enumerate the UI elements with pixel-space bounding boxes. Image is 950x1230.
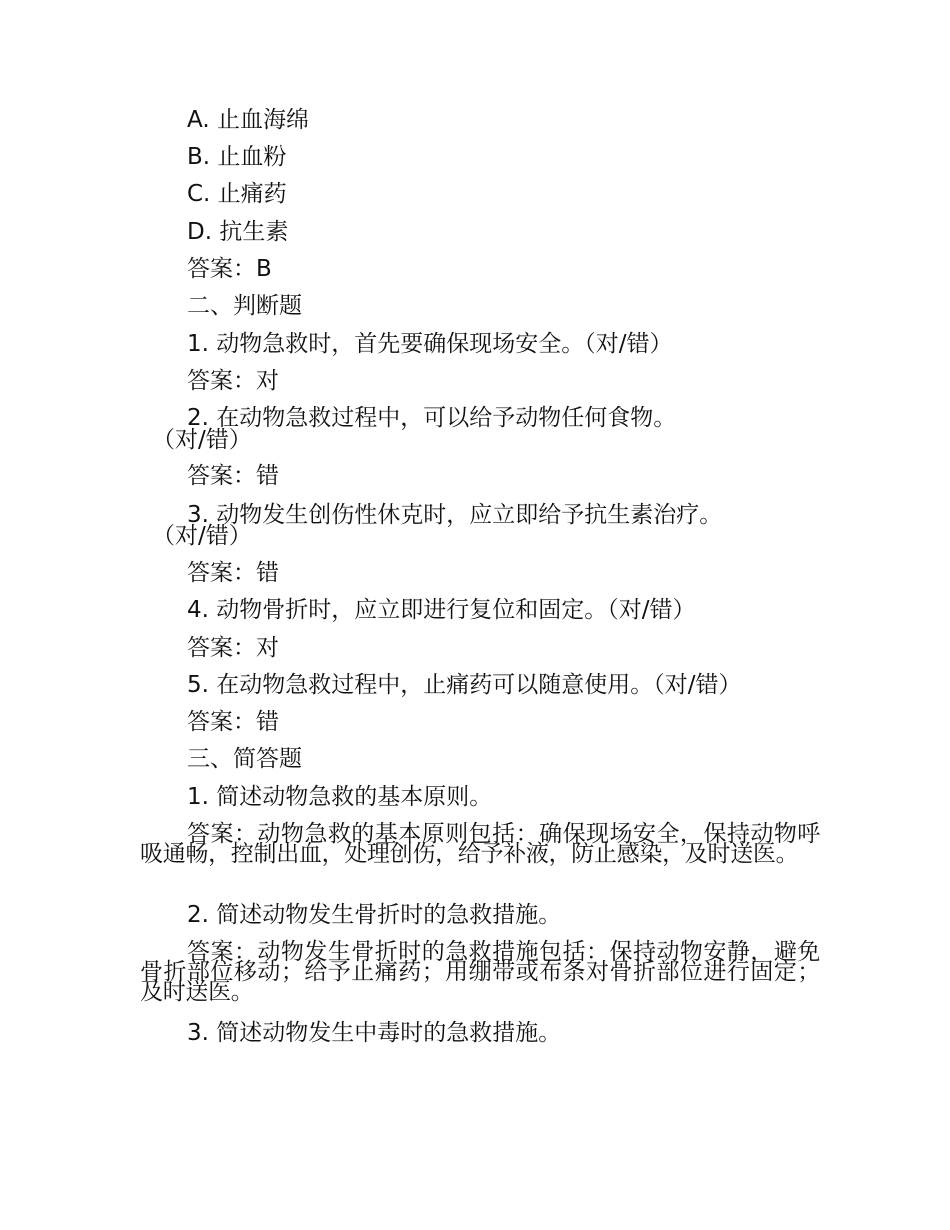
option-c: C. 止痛药 xyxy=(187,181,287,207)
tf-question-1: 1. 动物急救时，首先要确保现场安全。（对/错） xyxy=(187,331,673,357)
sa-question-2: 2. 简述动物发生骨折时的急救措施。 xyxy=(187,902,562,928)
sa-question-3: 3. 简述动物发生中毒时的急救措施。 xyxy=(187,1020,562,1046)
tf-question-4: 4. 动物骨折时，应立即进行复位和固定。（对/错） xyxy=(187,597,696,623)
tf-answer-3: 答案：错 xyxy=(187,560,279,586)
sa-answer-1: 答案：动物急救的基本原则包括：确保现场安全，保持动物呼吸通畅，控制出血，处理创伤，给予补液，防止感染，及时送医。 xyxy=(140,821,820,867)
tf-answer-5: 答案：错 xyxy=(187,709,279,735)
tf-answer-1: 答案：对 xyxy=(187,368,279,394)
tf-question-5: 5. 在动物急救过程中，止痛药可以随意使用。（对/错） xyxy=(187,672,742,698)
sa-answer-2: 答案：动物发生骨折时的急救措施包括：保持动物安静，避免骨折部位移动；给予止痛药；用绷带或布条对骨折部位进行固定；及时送医。 xyxy=(140,939,820,1005)
tf-answer-4: 答案：对 xyxy=(187,635,279,661)
tf-question-3-line2: （对/错） xyxy=(152,523,252,549)
section-heading-true-false: 二、判断题 xyxy=(187,293,302,319)
option-d: D. 抗生素 xyxy=(187,219,289,245)
section-heading-short-answer: 三、简答题 xyxy=(187,746,302,772)
sa-question-1: 1. 简述动物急救的基本原则。 xyxy=(187,784,493,810)
tf-question-2-line1: 2. 在动物急救过程中，可以给予动物任何食物。 xyxy=(187,405,677,431)
tf-question-2-line2: （对/错） xyxy=(152,427,252,453)
option-a: A. 止血海绵 xyxy=(187,107,309,133)
tf-answer-2: 答案：错 xyxy=(187,463,279,489)
option-b: B. 止血粉 xyxy=(187,144,287,170)
answer-mc: 答案：B xyxy=(187,256,272,282)
tf-question-3-line1: 3. 动物发生创伤性休克时，应立即给予抗生素治疗。 xyxy=(187,502,723,528)
